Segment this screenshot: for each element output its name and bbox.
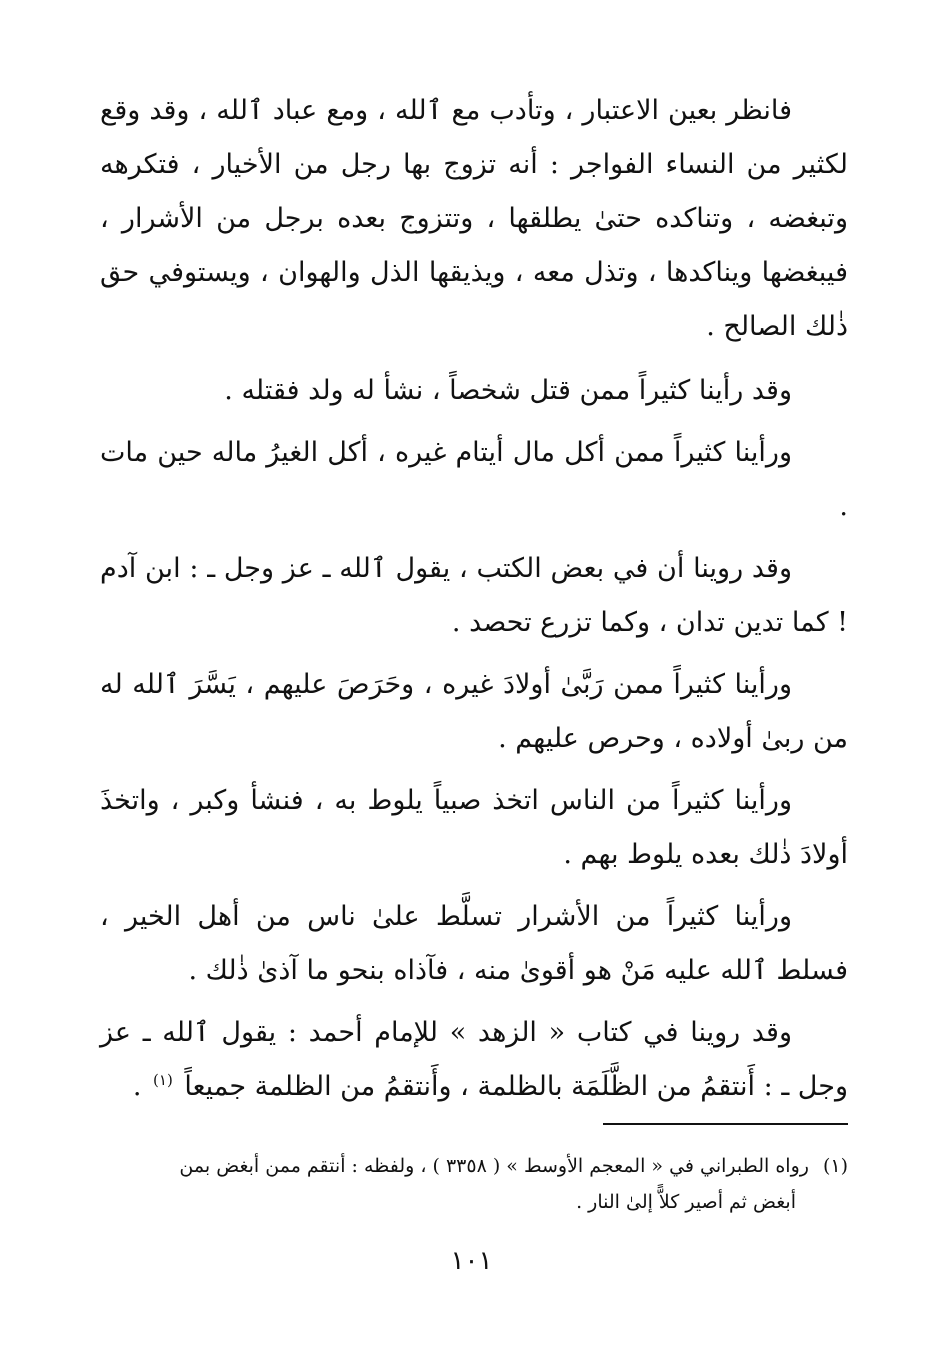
- paragraph: ورأينا كثيراً ممن أكل مال أيتام غيره ، أكل الغيرُ ماله حين مات .: [100, 437, 848, 522]
- footnote-separator: [603, 1123, 848, 1125]
- paragraph: فانظر بعين الاعتبار ، وتأدب مع ٱلله ، ومع عباد ٱلله ، وقد وقع لكثير من النساء الفواجر : أنه تزوج بها رجل من الأخيار ، فتكرهه وتبغضه ، وتناكده حتىٰ يطلقها ، وتتزوج بعده برجل من الأشرار ، فيبغضها ويناكدها ، وتذل معه ، ويذيقها الذل والهوان ، ويستوفي حق ذٰلك الصالح .: [100, 95, 848, 342]
- page-number: ١٠١: [450, 1246, 493, 1276]
- paragraph-text: وقد روينا في كتاب « الزهد » للإمام أحمد : يقول ٱلله ـ عز وجل ـ : أَنتقمُ من الظَّلَمَة بالظلمة ، وأَنتقمُ من الظلمة جميعاً: [100, 1017, 848, 1102]
- paragraph: وقد رأينا كثيراً ممن قتل شخصاً ، نشأ له ولد فقتله .: [224, 375, 792, 406]
- paragraph: ورأينا كثيراً من الأشرار تسلَّط علىٰ ناس من أهل الخير ، فسلط ٱلله عليه مَنْ هو أقوىٰ منه ، فآذاه بنحو ما آذىٰ ذٰلك .: [100, 901, 848, 986]
- paragraph: ورأينا كثيراً ممن رَبَّىٰ أولادَ غيره ، وحَرَصَ عليهم ، يَسَّرَ ٱلله له من ربىٰ أولاده ، وحرص عليهم .: [100, 669, 848, 754]
- paragraph: ورأينا كثيراً من الناس اتخذ صبياً يلوط به ، فنشأ وكبر ، واتخذَ أولادَ ذٰلك بعده يلوط بهم .: [100, 785, 848, 870]
- footnote-reference: (١): [153, 1071, 173, 1089]
- main-text: [100, 84, 848, 1122]
- paragraph-end-mark: .: [132, 1071, 142, 1102]
- footnote: [100, 1148, 848, 1220]
- paragraph: وقد روينا أن في بعض الكتب ، يقول ٱلله ـ عز وجل ـ : ابن آدم ! كما تدين تدان ، وكما تزرع تحصد .: [100, 553, 848, 638]
- footnote-number: (١): [822, 1155, 848, 1177]
- paragraph-with-footnote-ref: [100, 1006, 848, 1114]
- footnote-line-2: أبغض ثم أصير كلاًّ إلىٰ النار .: [576, 1191, 796, 1213]
- footnote-line-1: رواه الطبراني في « المعجم الأوسط » ( ٣٣٥٨ ) ، ولفظه : أنتقم ممن أبغض بمن: [179, 1155, 809, 1177]
